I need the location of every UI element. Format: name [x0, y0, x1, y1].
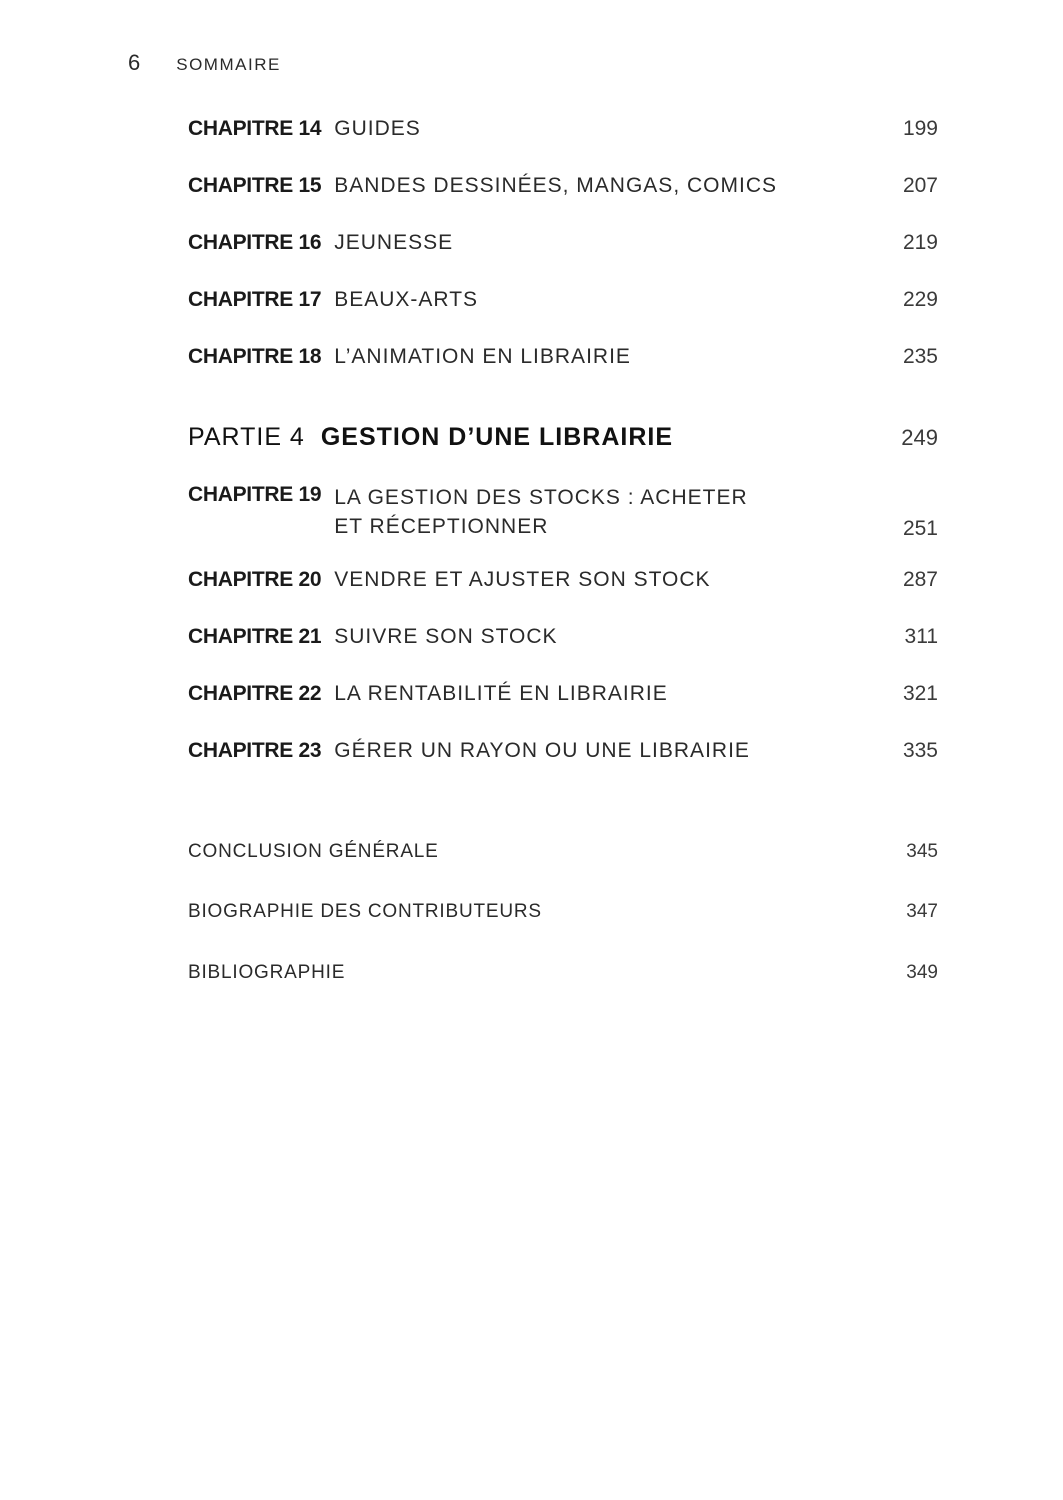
back-matter-title: BIOGRAPHIE DES CONTRIBUTEURS [188, 901, 542, 922]
toc-entry-conclusion[interactable] [188, 841, 938, 863]
chapter-page: 219 [902, 231, 938, 254]
chapter-label: CHAPITRE 21 [188, 625, 322, 648]
chapter-title [334, 483, 878, 541]
toc-entry-chapter-15[interactable] [188, 174, 938, 198]
chapter-label: CHAPITRE 14 [188, 117, 322, 140]
chapter-page: 199 [902, 117, 938, 140]
chapter-title-line-1: LA GESTION DES STOCKS : ACHETER [334, 486, 748, 509]
chapter-page: 321 [902, 682, 938, 705]
toc-entry-chapter-17[interactable] [188, 288, 938, 312]
chapter-title: GUIDES [334, 117, 421, 140]
chapter-page: 207 [902, 174, 938, 197]
chapter-title: VENDRE ET AJUSTER SON STOCK [334, 568, 711, 591]
back-matter-page: 349 [906, 962, 938, 983]
chapter-label: CHAPITRE 19 [188, 483, 322, 506]
chapter-label: CHAPITRE 15 [188, 174, 322, 197]
page-number: 6 [128, 50, 141, 75]
chapter-page: 229 [902, 288, 938, 311]
chapter-title: BEAUX-ARTS [334, 288, 479, 311]
chapter-title: BANDES DESSINÉES, MANGAS, COMICS [334, 174, 777, 197]
chapter-title: GÉRER UN RAYON OU UNE LIBRAIRIE [334, 739, 750, 762]
toc-entry-chapter-19[interactable] [188, 483, 938, 541]
toc-entry-chapter-20[interactable] [188, 568, 938, 592]
toc-entry-chapter-14[interactable] [188, 117, 938, 141]
chapter-title: SUIVRE SON STOCK [334, 625, 558, 648]
toc-entry-part-4[interactable] [188, 423, 938, 452]
chapter-title: JEUNESSE [334, 231, 454, 254]
chapter-page: 335 [902, 739, 938, 762]
chapter-page: 251 [902, 517, 938, 540]
toc-entry-bibliography[interactable] [188, 962, 938, 984]
chapter-title: LA RENTABILITÉ EN LIBRAIRIE [334, 682, 668, 705]
part-label: PARTIE 4 [188, 423, 305, 451]
toc-entry-biographies[interactable] [188, 901, 938, 923]
chapter-page: 287 [902, 568, 938, 591]
toc-entry-chapter-23[interactable] [188, 739, 938, 763]
section-title: SOMMAIRE [176, 55, 281, 74]
part-title: GESTION D’UNE LIBRAIRIE [320, 423, 674, 451]
toc-entry-chapter-18[interactable] [188, 345, 938, 369]
toc-entry-chapter-16[interactable] [188, 231, 938, 255]
chapter-label: CHAPITRE 20 [188, 568, 322, 591]
running-head [128, 50, 281, 76]
back-matter-page: 345 [906, 841, 938, 862]
chapter-title: L’ANIMATION EN LIBRAIRIE [334, 345, 631, 368]
chapter-page: 235 [902, 345, 938, 368]
toc-entry-chapter-21[interactable] [188, 625, 938, 649]
chapter-label: CHAPITRE 18 [188, 345, 322, 368]
chapter-title-line-2: ET RÉCEPTIONNER [334, 515, 549, 538]
toc-entry-chapter-22[interactable] [188, 682, 938, 706]
back-matter-page: 347 [906, 901, 938, 922]
chapter-label: CHAPITRE 22 [188, 682, 322, 705]
back-matter-title: BIBLIOGRAPHIE [188, 962, 346, 983]
chapter-label: CHAPITRE 17 [188, 288, 322, 311]
part-page: 249 [901, 425, 938, 450]
back-matter-title: CONCLUSION GÉNÉRALE [188, 841, 439, 862]
chapter-page: 311 [904, 625, 938, 648]
chapter-label: CHAPITRE 16 [188, 231, 322, 254]
chapter-label: CHAPITRE 23 [188, 739, 322, 762]
